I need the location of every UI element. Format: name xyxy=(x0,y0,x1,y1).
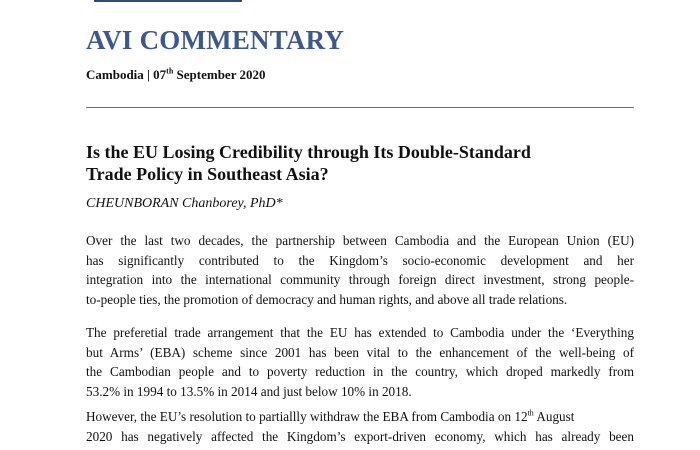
top-accent-rule xyxy=(94,0,242,2)
paragraph-3-line-1-before: However, the EU’s resolution to partiallly withdraw the EBA from Cambodia on 12 xyxy=(86,409,528,424)
paragraph-1-line-4: to-people ties, the promotion of democracy and human rights, and above all trade relations. xyxy=(86,291,568,307)
paragraph-3-line-1-after: August xyxy=(533,409,575,424)
article-title-line-1: Is the EU Losing Credibility through Its Double-Standard xyxy=(86,142,531,162)
paragraph-3-line-1 xyxy=(86,407,634,427)
paragraph-3 xyxy=(86,407,634,446)
paragraph-1-line-3: integration into the international community through foreign direct investment, strong people- xyxy=(86,272,634,288)
paragraph-3-line-2: 2020 has negatively affected the Kingdom’s export-driven economy, which has already been xyxy=(86,428,634,444)
paragraph-2 xyxy=(86,323,634,401)
dateline-country: Cambodia xyxy=(86,67,144,82)
dateline-day-suffix: th xyxy=(166,66,174,76)
paragraph-2-line-1: The preferetial trade arrangement that the EU has extended to Cambodia under the ‘Everything xyxy=(86,325,634,340)
dateline-day: 07 xyxy=(153,67,167,82)
paragraph-2-line-4: 53.2% in 1994 to 13.5% in 2014 and just below 10% in 2018. xyxy=(86,383,412,399)
paragraph-1-line-2: has significantly contributed to the Kingdom’s socio-economic development and her xyxy=(86,252,634,268)
paragraph-2-line-3: the Cambodian people and to poverty reduction in the country, which droped markedly from xyxy=(86,364,634,380)
article-author: CHEUNBORAN Chanborey, PhD* xyxy=(86,196,283,211)
paragraph-1 xyxy=(86,231,634,309)
paragraph-3-date-suffix: th xyxy=(527,408,534,418)
dateline-separator: | xyxy=(143,67,154,82)
paragraph-2-line-2: but Arms’ (EBA) scheme since 2001 has been vital to the enhancement of the well-being of xyxy=(86,344,634,360)
paragraph-3-line-1-text xyxy=(86,407,574,427)
article-title-line-2: Trade Policy in Southeast Asia? xyxy=(86,164,329,184)
dateline-month-year: September 2020 xyxy=(173,67,266,82)
dateline xyxy=(86,68,266,81)
masthead-title: AVI COMMENTARY xyxy=(86,25,345,55)
article-title xyxy=(86,141,646,185)
header-divider xyxy=(86,107,634,108)
paragraph-1-line-1: Over the last two decades, the partnership between Cambodia and the European Union (EU) xyxy=(86,233,634,248)
